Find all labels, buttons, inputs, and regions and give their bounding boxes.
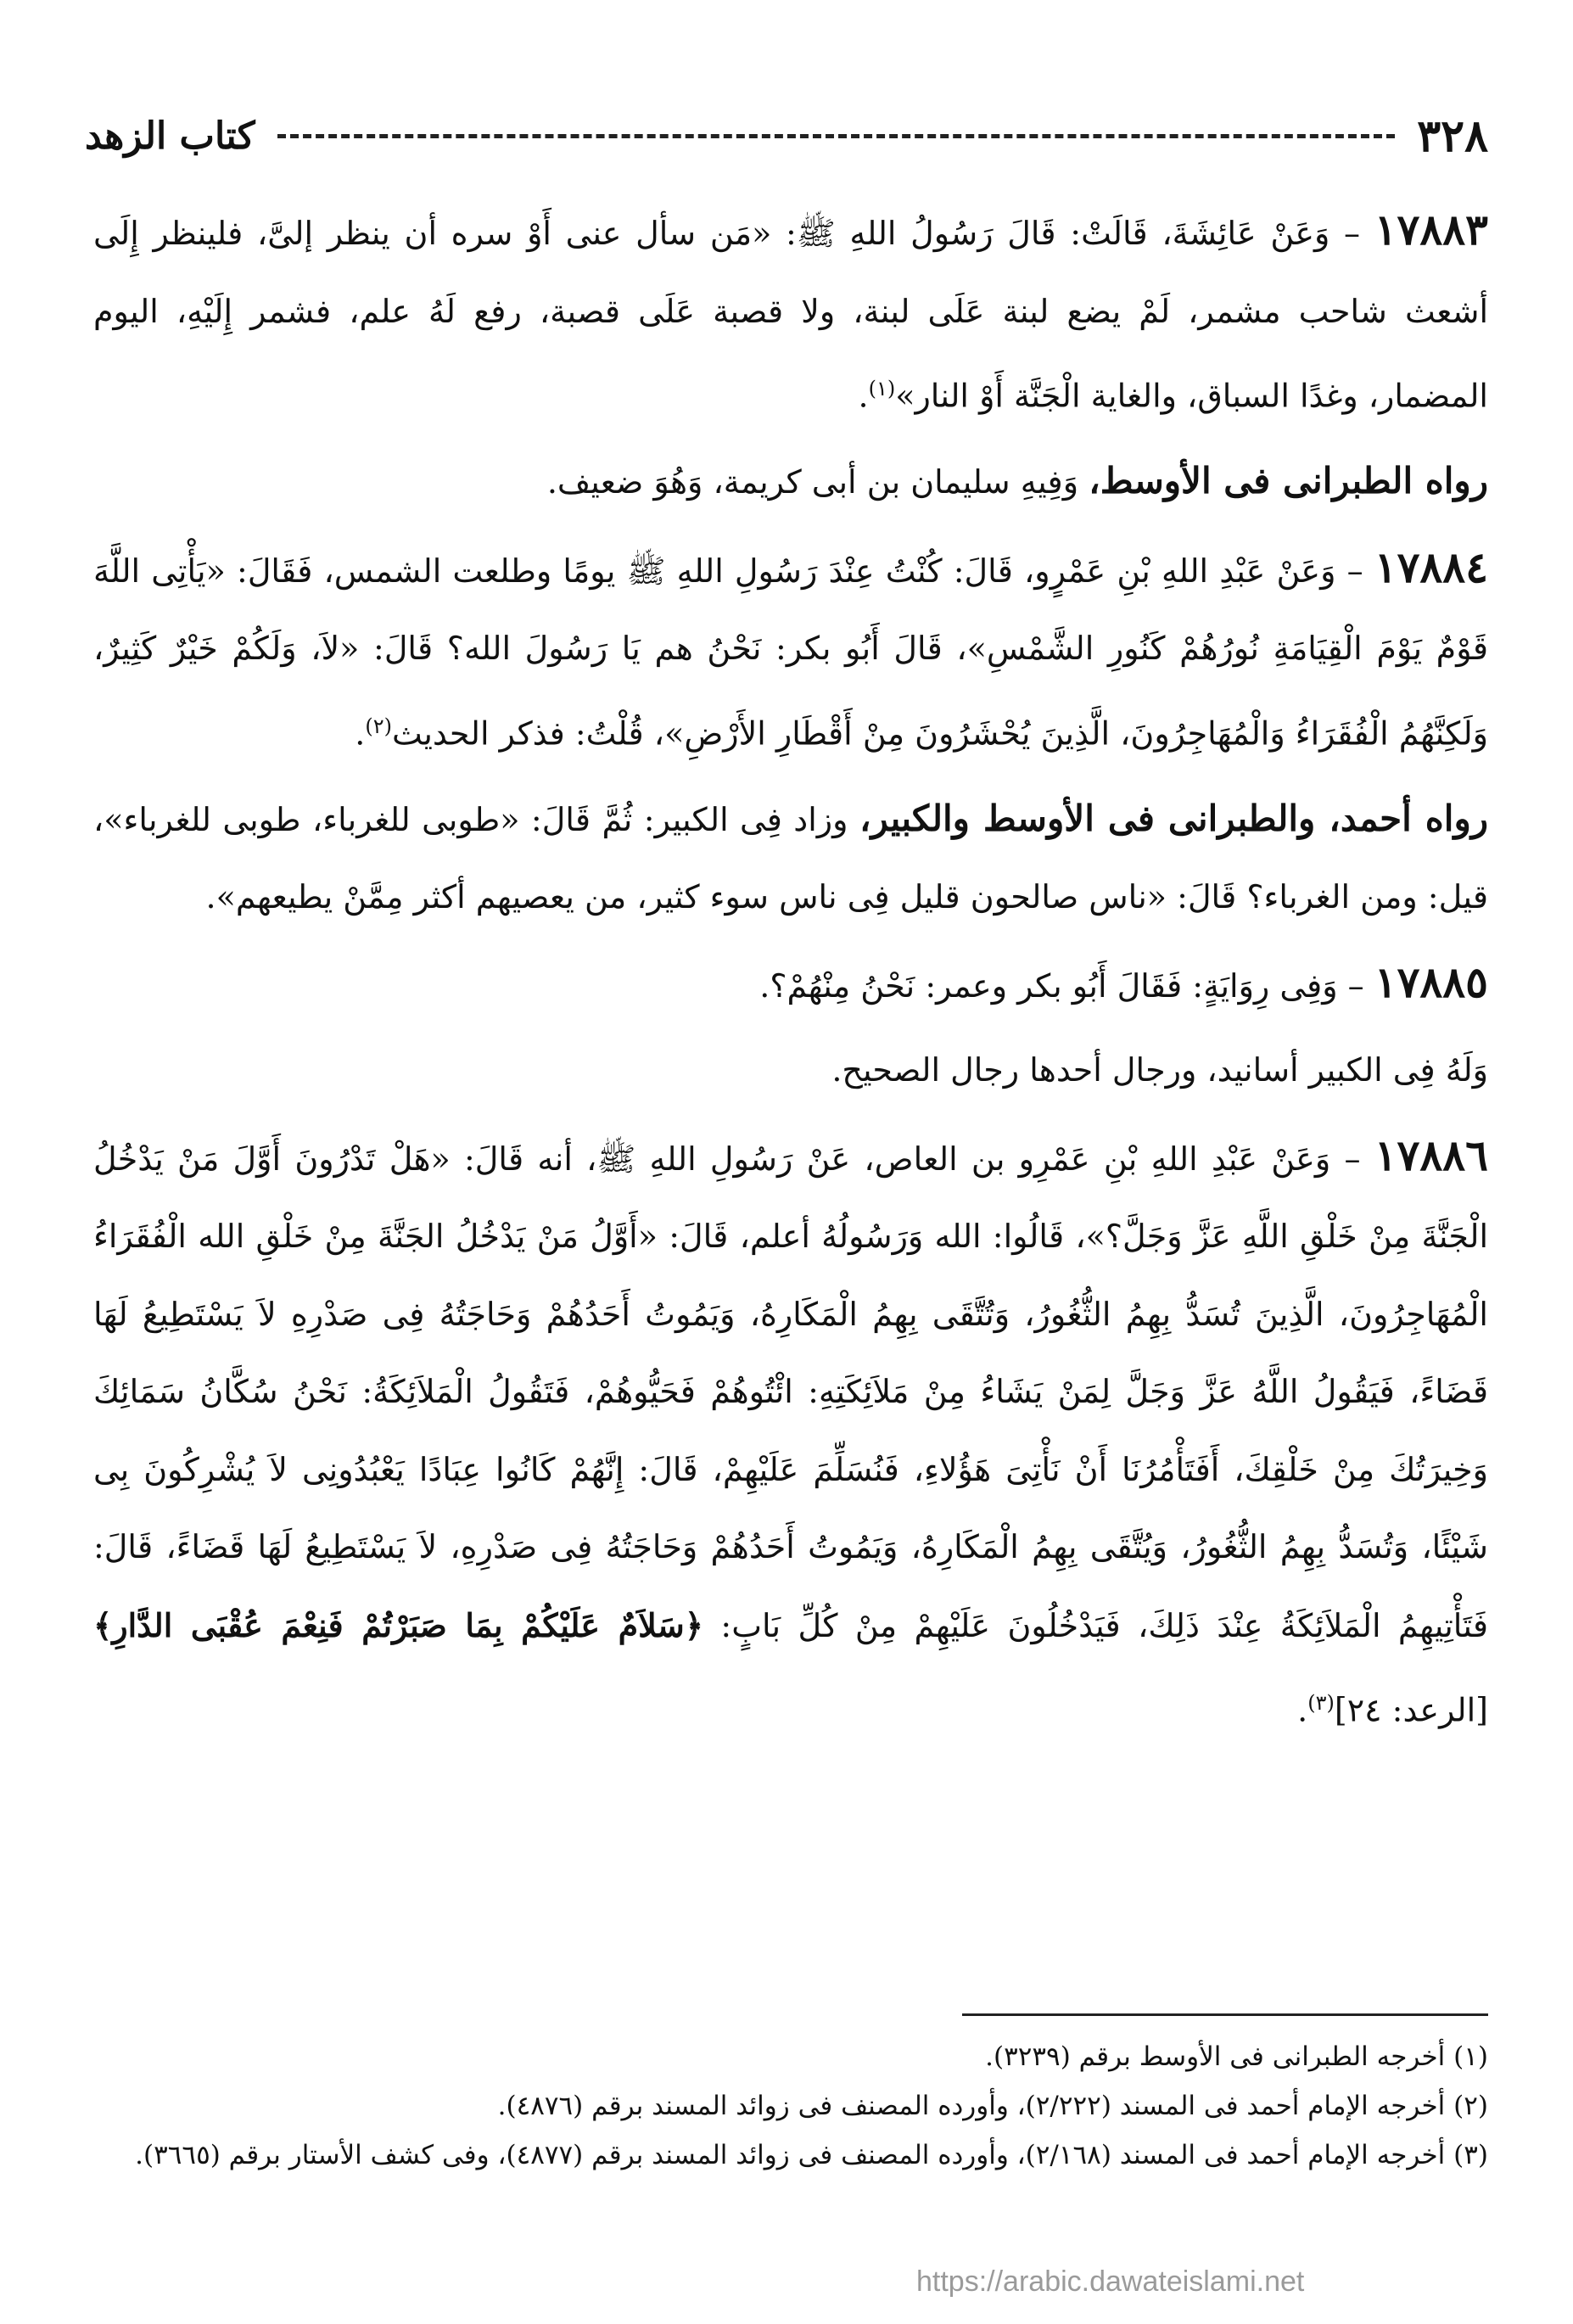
footnote-ref: (١) — [868, 377, 896, 400]
book-title: كتاب الزهد — [85, 114, 255, 158]
source-text: وَلَهُ فِى الكبير أسانيد، ورجال أحدها رجال الصحيح. — [831, 1051, 1488, 1089]
quran-reference: [الرعد: ٢٤] — [1334, 1691, 1488, 1729]
hadith-17885 — [93, 944, 1488, 1026]
hadith-17886: ١٧٨٨٦ – وَعَنْ عَبْدِ اللهِ بْنِ عَمْرِو بن العاص، عَنْ رَسُولِ اللهِ ﷺ، أنه قَالَ: «هَلْ تَدْرُونَ أَوَّلَ مَنْ يَدْخُلُ الْجَنَّةَ مِنْ خَلْقِ اللَّهِ عَزَّ وَجَلَّ؟»، قَالُوا: الله وَرَسُولُهُ أعلم، قَالَ: «أَوَّلُ مَنْ يَدْخُلُ الجَنَّةَ مِنْ خَلْقِ الله الْفُقَرَاءُ الْمُهَاجِرُونَ، الَّذِينَ تُسَدُّ بِهِمُ الثُّغُورُ، وَتُتَّقَى بِهِمُ الْمَكَارِهُ، وَيَمُوتُ أَحَدُهُمْ وَحَاجَتُهُ فِى صَدْرِهِ لاَ يَسْتَطِيعُ لَهَا قَضَاءً، فَيَقُولُ اللَّهُ عَزَّ وَجَلَّ لِمَنْ يَشَاءُ مِنْ مَلاَئِكَتِهِ: ائْتُوهُمْ فَحَيُّوهُمْ، فَتَقُولُ الْمَلاَئِكَةُ: نَحْنُ سُكَّانُ سَمَائِكَ وَخِيرَتُكَ مِنْ خَلْقِكَ، أَفَتَأْمُرُنَا أَنْ نَأْتِىَ هَؤُلاءِ، فَنُسَلِّمَ عَلَيْهِمْ، قَالَ: إِنَّهُمْ كَانُوا عِبَادًا يَعْبُدُونِى لاَ يُشْرِكُونَ بِى شَيْئًا، وَتُسَدُّ بِهِمُ الثُّغُورُ، وَيُتَّقَى بِهِمُ الْمَكَارِهُ، وَيَمُوتُ أَحَدُهُمْ وَحَاجَتُهُ فِى صَدْرِهِ، لاَ يَسْتَطِيعُ لَهَا قَضَاءً، قَالَ: فَتَأْتِيهِمُ الْمَلاَئِكَةُ عِنْدَ ذَلِكَ، فَيَدْخُلُونَ عَلَيْهِمْ مِنْ كُلِّ بَابٍ: ﴿سَلاَمٌ عَلَيْكُمْ بِمَا صَبَرْتُمْ فَنِعْمَ عُقْبَى الدَّارِ﴾ [الرعد: ٢٤]$^{(٣)}$. — [93, 1129, 1488, 1729]
footnote-2: (٢) أخرجه الإمام أحمد فى المسند (٢/٢٢٢)، وأورده المصنف فى زوائد المسند برقم (٤٨٧٦). — [497, 2091, 1488, 2121]
quran-verse: ﴿سَلاَمٌ عَلَيْكُمْ بِمَا صَبَرْتُمْ فَنِعْمَ عُقْبَى الدَّارِ﴾ — [93, 1605, 703, 1644]
hadith-text: – وَعَنْ عَائِشَةَ، قَالَتْ: قَالَ رَسُولُ اللهِ ﷺ: «مَن سأل عنى أَوْ سره أن ينظر إلىَّ، فلينظر إِلَى أشعث شاحب مشمر، لَمْ يضع لبنة عَلَى لبنة، ولا قصبة عَلَى قصبة، رفع لَهُ علم، فشمر إِلَيْهِ، اليوم المضمار، وغدًا السباق، والغاية الْجَنَّة أَوْ النار» — [93, 215, 1488, 415]
source-note-2 — [93, 780, 1488, 937]
source-attribution: رواه الطبرانى فى الأوسط، — [1089, 460, 1488, 502]
page-number: ٣٢٨ — [1417, 109, 1488, 162]
watermark-url: https://arabic.dawateislami.net — [916, 2265, 1305, 2298]
source-note-1 — [93, 442, 1488, 522]
footnote-1: (١) أخرجه الطبرانى فى الأوسط برقم (٣٢٣٩). — [985, 2041, 1488, 2072]
hadith-number: ١٧٨٨٣ — [1374, 204, 1488, 255]
footnote-3: (٣) أخرجه الإمام أحمد فى المسند (٢/١٦٨)، وأورده المصنف فى زوائد المسند برقم (٤٨٧٧)، وفى كشف الأستار برقم (٣٦٦٥). — [135, 2140, 1488, 2170]
hadith-17884: ١٧٨٨٤ – وَعَنْ عَبْدِ اللهِ بْنِ عَمْرٍو، قَالَ: كُنْتُ عِنْدَ رَسُولِ اللهِ ﷺ يومًا وطلعت الشمس، فَقَالَ: «يَأْتِى اللَّهَ قَوْمٌ يَوْمَ الْقِيَامَةِ نُورُهُمْ كَنُورِ الشَّمْسِ»، قَالَ أَبُو بكر: نَحْنُ هم يَا رَسُولَ الله؟ قَالَ: «لاَ، وَلَكُمْ خَيْرٌ كَثِيرٌ، وَلَكِنَّهُمُ الْفُقَرَاءُ وَالْمُهَاجِرُونَ، الَّذِينَ يُحْشَرُونَ مِنْ أَقْطَارِ الأَرْضِ»، قُلْتُ: فذكر الحديث$^{(٢)}$. — [93, 541, 1488, 753]
hadith-text: – وَفِى رِوَايَةٍ: فَقَالَ أَبُو بكر وعمر: نَحْنُ مِنْهُمْ؟. — [759, 966, 1364, 1005]
page-header — [85, 102, 1488, 170]
source-attribution: رواه أحمد، والطبرانى فى الأوسط والكبير، — [859, 797, 1489, 839]
hadith-17883: ١٧٨٨٣ – وَعَنْ عَائِشَةَ، قَالَتْ: قَالَ رَسُولُ اللهِ ﷺ: «مَن سأل عنى أَوْ سره أن ينظر إلىَّ، فلينظر إِلَى أشعث شاحب مشمر، لَمْ يضع لبنة عَلَى لبنة، ولا قصبة عَلَى قصبة، رفع لَهُ علم، فشمر إِلَيْهِ، اليوم المضمار، وغدًا السباق، والغاية الْجَنَّة أَوْ النار»$^{(١)}$. — [93, 204, 1488, 415]
source-text: وَفِيهِ سليمان بن أبى كريمة، وَهُوَ ضعيف. — [546, 463, 1079, 501]
hadith-text: – وَعَنْ عَبْدِ اللهِ بْنِ عَمْرٍو، قَالَ: كُنْتُ عِنْدَ رَسُولِ اللهِ ﷺ يومًا وطلعت الشمس، فَقَالَ: «يَأْتِى اللَّهَ قَوْمٌ يَوْمَ الْقِيَامَةِ نُورُهُمْ كَنُورِ الشَّمْسِ»، قَالَ أَبُو بكر: نَحْنُ هم يَا رَسُولَ الله؟ قَالَ: «لاَ، وَلَكُمْ خَيْرٌ كَثِيرٌ، وَلَكِنَّهُمُ الْفُقَرَاءُ وَالْمُهَاجِرُونَ، الَّذِينَ يُحْشَرُونَ مِنْ أَقْطَارِ الأَرْضِ»، قُلْتُ: فذكر الحديث — [93, 552, 1488, 753]
source-note-3 — [93, 1032, 1488, 1110]
hadith-number: ١٧٨٨٦ — [1374, 1129, 1488, 1180]
main-text — [93, 191, 1488, 1756]
header-dashed-rule — [277, 134, 1396, 138]
hadith-text: – وَعَنْ عَبْدِ اللهِ بْنِ عَمْرِو بن العاص، عَنْ رَسُولِ اللهِ ﷺ، أنه قَالَ: «هَلْ تَدْرُونَ أَوَّلَ مَنْ يَدْخُلُ الْجَنَّةَ مِنْ خَلْقِ اللَّهِ عَزَّ وَجَلَّ؟»، قَالُوا: الله وَرَسُولُهُ أعلم، قَالَ: «أَوَّلُ مَنْ يَدْخُلُ الجَنَّةَ مِنْ خَلْقِ الله الْفُقَرَاءُ الْمُهَاجِرُونَ، الَّذِينَ تُسَدُّ بِهِمُ الثُّغُورُ، وَتُتَّقَى بِهِمُ الْمَكَارِهُ، وَيَمُوتُ أَحَدُهُمْ وَحَاجَتُهُ فِى صَدْرِهِ لاَ يَسْتَطِيعُ لَهَا قَضَاءً، فَيَقُولُ اللَّهُ عَزَّ وَجَلَّ لِمَنْ يَشَاءُ مِنْ مَلاَئِكَتِهِ: ائْتُوهُمْ فَحَيُّوهُمْ، فَتَقُولُ الْمَلاَئِكَةُ: نَحْنُ سُكَّانُ سَمَائِكَ وَخِيرَتُكَ مِنْ خَلْقِكَ، أَفَتَأْمُرُنَا أَنْ نَأْتِىَ هَؤُلاءِ، فَنُسَلِّمَ عَلَيْهِمْ، قَالَ: إِنَّهُمْ كَانُوا عِبَادًا يَعْبُدُونِى لاَ يُشْرِكُونَ بِى شَيْئًا، وَتُسَدُّ بِهِمُ الثُّغُورُ، وَيُتَّقَى بِهِمُ الْمَكَارِهُ، وَيَمُوتُ أَحَدُهُمْ وَحَاجَتُهُ فِى صَدْرِهِ، لاَ يَسْتَطِيعُ لَهَا قَضَاءً، قَالَ: فَتَأْتِيهِمُ الْمَلاَئِكَةُ عِنْدَ ذَلِكَ، فَيَدْخُلُونَ عَلَيْهِمْ مِنْ كُلِّ بَابٍ: — [93, 1140, 1488, 1644]
source-text: وزاد فِى الكبير: ثُمَّ قَالَ: «طوبى للغرباء، طوبى للغرباء»، قيل: ومن الغرباء؟ قَالَ: «ناس صالحون قليل فِى ناس سوء كثير، من يعصيهم أكثر مِمَّنْ يطيعهم». — [93, 800, 1488, 916]
footnote-ref: (٢) — [365, 714, 393, 738]
footnote-separator — [962, 2013, 1488, 2016]
hadith-number: ١٧٨٨٤ — [1374, 541, 1488, 592]
footnote-ref: (٣) — [1307, 1691, 1335, 1716]
hadith-number: ١٧٨٨٥ — [1374, 956, 1488, 1007]
footnotes — [93, 2032, 1488, 2180]
